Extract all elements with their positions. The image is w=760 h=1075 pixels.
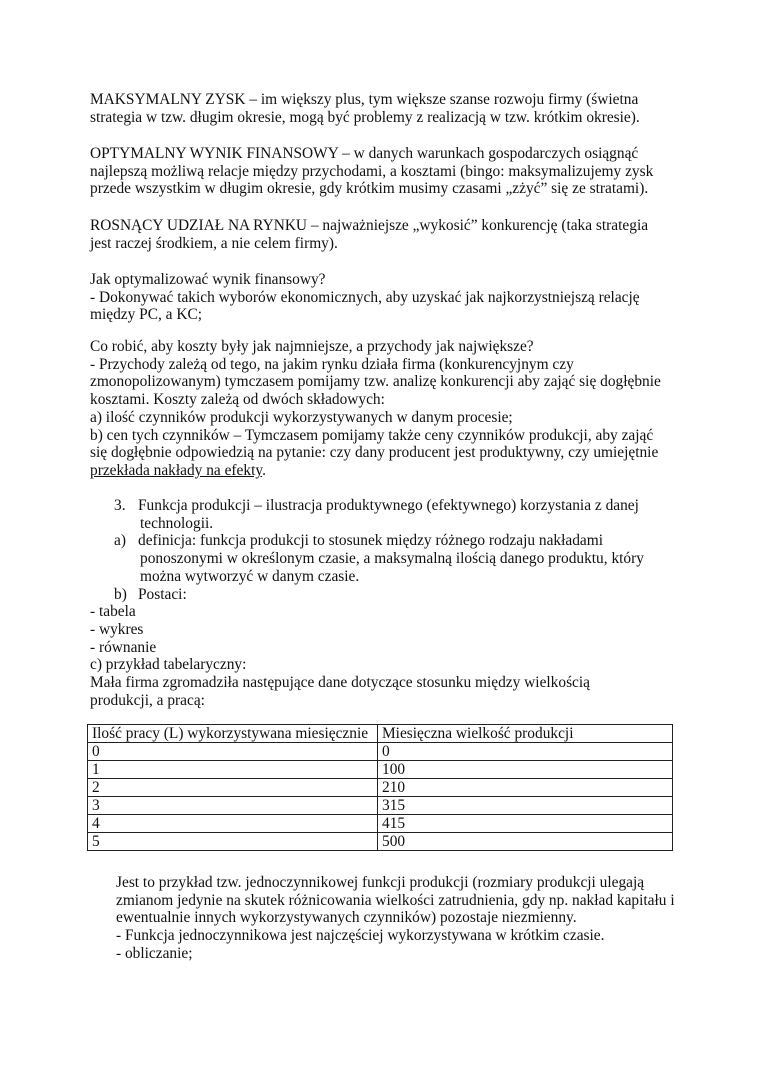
text-line: - tabela xyxy=(90,603,136,621)
text-line: MAKSYMALNY ZYSK – im większy plus, tym większe szanse rozwoju firmy (świetna xyxy=(90,91,639,108)
table-cell: 5 xyxy=(88,833,378,851)
table-cell: 415 xyxy=(378,815,673,833)
text: definicja: funkcja produkcji to stosunek między różnego rodzaju nakładami xyxy=(138,532,603,550)
period: . xyxy=(262,461,266,479)
table-row xyxy=(88,833,673,851)
text-line: najlepszą możliwą relacje między przychodami, a kosztami (bingo: maksymalizujemy zysk xyxy=(90,162,654,180)
text-line: przede wszystkim w długim okresie, gdy krótkim musimy czasami „zżyć” się ze stratami). xyxy=(90,180,649,198)
text-line: między PC, a KC; xyxy=(90,306,203,324)
text-line: OPTYMALNY WYNIK FINANSOWY – w danych warunkach gospodarczych osiągnąć xyxy=(90,145,639,162)
section-title: Funkcja produkcji – ilustracja produktywnego (efektywnego) korzystania z danej xyxy=(138,497,639,514)
underlined-text: przekłada nakłady na efekty xyxy=(90,461,263,479)
paragraph-costs xyxy=(90,338,661,480)
text-line: - Dokonywać takich wyborów ekonomicznych, aby uzyskać jak najkorzystniejszą relację xyxy=(90,288,640,306)
table-cell: 1 xyxy=(88,761,378,779)
table-cell: 315 xyxy=(378,797,673,815)
table-row xyxy=(88,743,673,761)
text-line: - obliczanie; xyxy=(116,944,193,962)
text-line: c) przykład tabelaryczny: xyxy=(90,656,247,674)
text-line xyxy=(90,497,644,515)
text-line: a) ilość czynników produkcji wykorzystywanych w danym procesie; xyxy=(90,408,513,426)
paragraph-optimal-result xyxy=(90,145,653,198)
text-line xyxy=(90,462,661,480)
table-cell: 4 xyxy=(88,815,378,833)
text-line: produkcji, a pracą: xyxy=(90,691,205,709)
table-cell: 210 xyxy=(378,779,673,797)
text-line: się dogłębnie odpowiedzią na pytanie: czy dany producent jest produktywny, czy umiejętnie xyxy=(90,444,659,462)
table-cell: 0 xyxy=(378,743,673,761)
text-line: zmonopolizowanym) tymczasem pomijamy tzw. analizę konkurencji aby zająć się dogłębnie xyxy=(90,373,661,391)
text-line: - Funkcja jednoczynnikowa jest najczęściej wykorzystywana w krótkim czasie. xyxy=(116,927,605,945)
table-cell: 2 xyxy=(88,779,378,797)
text-line: technologii. xyxy=(140,514,214,532)
section-3 xyxy=(90,497,644,709)
text-line: b) cen tych czynników – Tymczasem pomijamy także ceny czynników produkcji, aby zająć xyxy=(90,426,654,444)
table-header: Miesięczna wielkość produkcji xyxy=(378,725,673,743)
text-line: - wykres xyxy=(90,620,144,638)
paragraph-max-profit xyxy=(90,91,640,126)
text-line: zmianom jedynie na skutek różnicowania wielkości zatrudnienia, gdy np. nakład kapitału i xyxy=(116,891,675,909)
text-line: Mała firma zgromadziła następujące dane dotyczące stosunku między wielkością xyxy=(90,674,590,692)
text-line xyxy=(90,532,644,550)
text: Postaci: xyxy=(138,585,187,603)
table-header: Ilość pracy (L) wykorzystywana miesięcznie xyxy=(88,725,378,743)
text-line: Jest to przykład tzw. jednoczynnikowej funkcji produkcji (rozmiary produkcji ulegają xyxy=(116,874,645,891)
text-line: Jak optymalizować wynik finansowy? xyxy=(90,271,326,288)
text-line xyxy=(90,586,644,604)
paragraph-after-table xyxy=(116,874,675,963)
text-line: - równanie xyxy=(90,638,157,656)
list-marker: a) xyxy=(114,532,126,550)
table-row xyxy=(88,779,673,797)
list-number: 3. xyxy=(114,497,126,514)
table-header-row xyxy=(88,725,673,743)
paragraph-market-share xyxy=(90,217,648,252)
table-row xyxy=(88,815,673,833)
paragraph-how-optimize xyxy=(90,271,640,324)
table-cell: 100 xyxy=(378,761,673,779)
text-line: ponoszonymi w określonym czasie, a maksymalną ilością danego produktu, który xyxy=(140,550,644,568)
production-table xyxy=(87,724,673,851)
table-row xyxy=(88,797,673,815)
table-row xyxy=(88,761,673,779)
text-line: - Przychody zależą od tego, na jakim rynku działa firma (konkurencyjnym czy xyxy=(90,355,574,373)
text-line: ROSNĄCY UDZIAŁ NA RYNKU – najważniejsze „wykosić” konkurencję (taka strategia xyxy=(90,217,649,234)
text-line: strategia w tzw. długim okresie, mogą być problemy z realizacją w tzw. krótkim okresie). xyxy=(90,108,640,126)
table-cell: 0 xyxy=(88,743,378,761)
list-marker: b) xyxy=(114,585,127,603)
text-line: Co robić, aby koszty były jak najmniejsze, a przychody jak największe? xyxy=(90,338,534,355)
table-cell: 500 xyxy=(378,833,673,851)
text-line: ewentualnie innych wykorzystywanych czynników) pozostaje niezmienny. xyxy=(116,909,577,927)
text-line: kosztami. Koszty zależą od dwóch składowych: xyxy=(90,391,385,409)
text-line: można wytworzyć w danym czasie. xyxy=(140,567,360,585)
table-cell: 3 xyxy=(88,797,378,815)
text-line: jest raczej środkiem, a nie celem firmy). xyxy=(90,234,338,252)
